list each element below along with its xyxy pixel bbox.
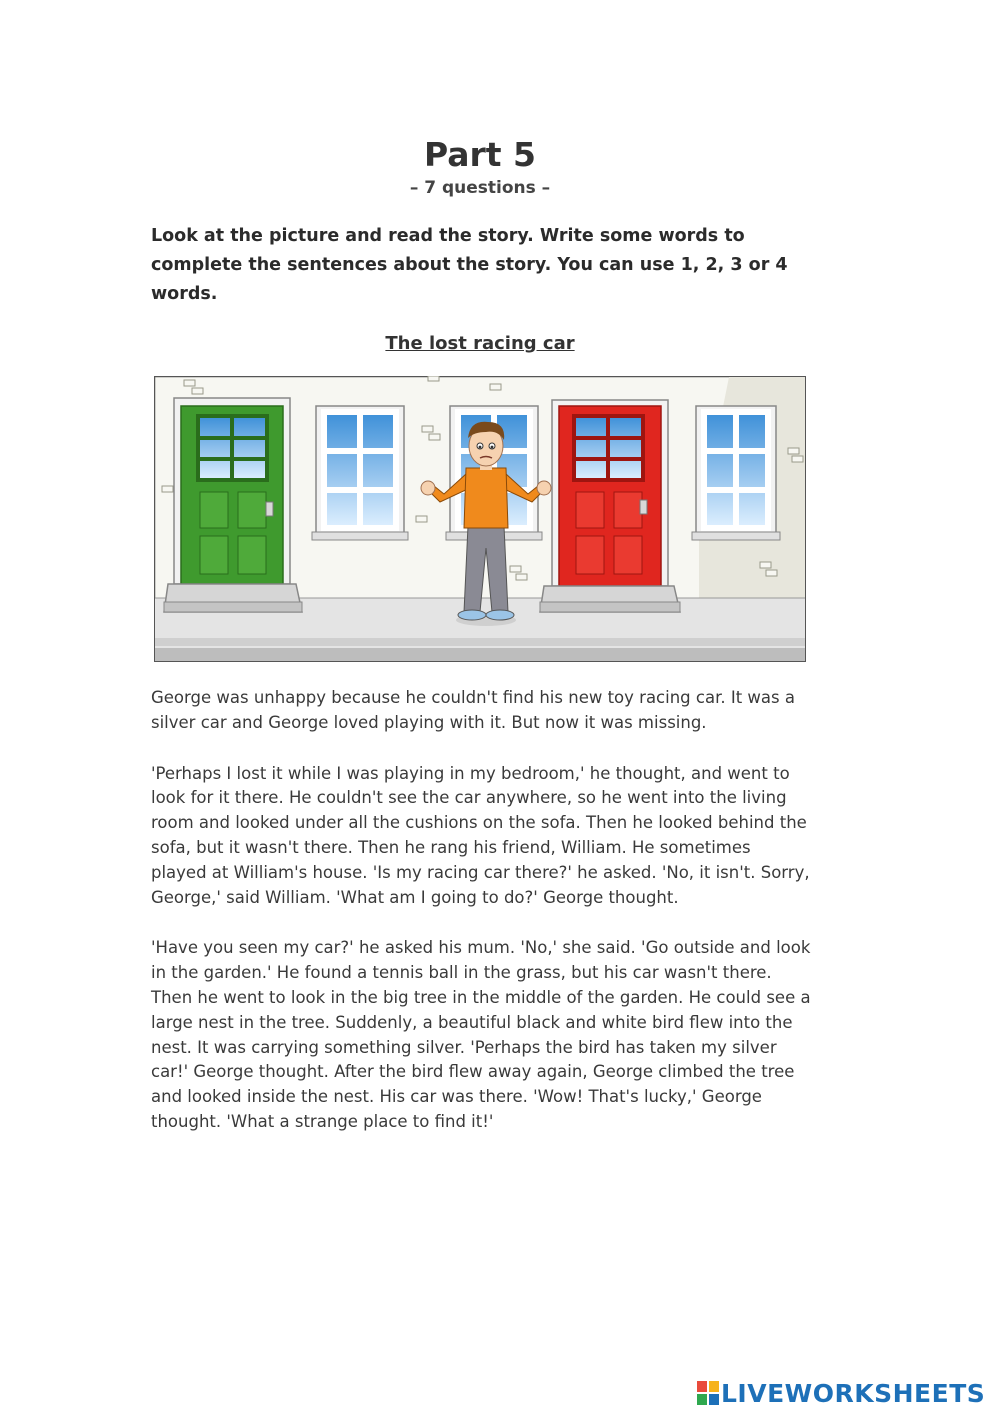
- story-illustration: [154, 376, 806, 662]
- story-paragraph: 'Have you seen my car?' he asked his mum. 'No,' she said. 'Go outside and look in the garden.' He found a tennis ball in the grass, but his car wasn't there. Then he went to look in the big tree in the middle of the garden. He could see a large nest in the tree. Suddenly, a beautiful black and white bird flew into the nest. It was carrying something silver. 'Perhaps the bird has taken my silver car!' George thought. After the bird flew away again, George climbed the tree and looked inside the nest. His car was there. 'Wow! That's lucky,' George thought. 'What a strange place to find it!': [151, 938, 811, 1131]
- story-paragraph: 'Perhaps I lost it while I was playing in my bedroom,' he thought, and went to look for it there. He couldn't see the car anywhere, so he went into the living room and looked under all the cushions on the sofa. Then he looked behind the sofa, but it wasn't there. Then he rang his friend, William. He sometimes played at William's house. 'Is my racing car there?' he asked. 'No, it isn't. Sorry, George,' said William. 'What am I going to do?' George thought.: [151, 763, 810, 907]
- logo-text: LIVEWORKSHEETS: [721, 1379, 986, 1408]
- page-title: Part 5: [423, 135, 537, 174]
- liveworksheets-badge-icon: [697, 1381, 719, 1405]
- story-text: [151, 686, 811, 1161]
- question-count: – 7 questions –: [409, 178, 551, 198]
- instructions: Look at the picture and read the story. Write some words to complete the sentences about the story. You can use 1, 2, 3 or 4 words.: [151, 226, 788, 304]
- story-title: The lost racing car: [385, 333, 575, 354]
- story-paragraph: George was unhappy because he couldn't find his new toy racing car. It was a silver car and George loved playing with it. But now it was missing.: [151, 688, 795, 732]
- liveworksheets-logo[interactable]: [697, 1379, 997, 1409]
